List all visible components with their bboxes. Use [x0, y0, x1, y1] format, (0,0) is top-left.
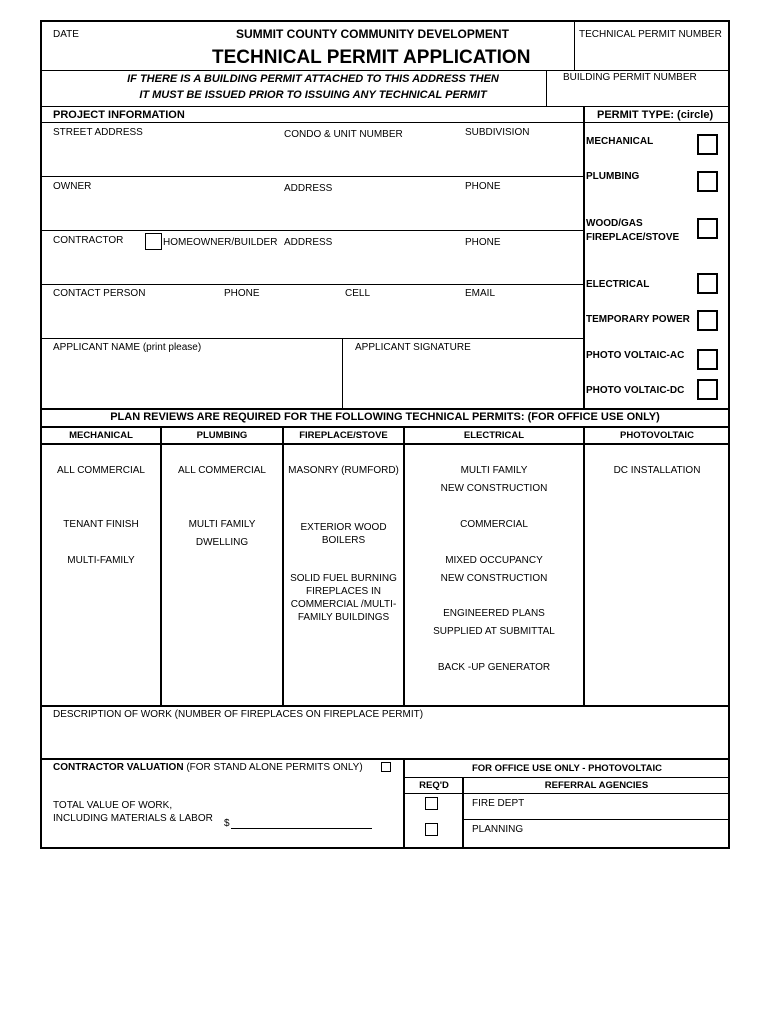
- plan-review-title: PLAN REVIEWS ARE REQUIRED FOR THE FOLLOWING TECHNICAL PERMITS: (FOR OFFICE USE ONLY): [110, 411, 660, 423]
- mechanical-item: MULTI-FAMILY: [67, 555, 135, 566]
- notice-line-1: IF THERE IS A BUILDING PERMIT ATTACHED TO THIS ADDRESS THEN: [127, 73, 499, 85]
- mechanical-checkbox[interactable]: [697, 134, 718, 155]
- fireplace-item: EXTERIOR WOOD: [300, 522, 387, 533]
- dollar-sign: $: [224, 818, 230, 829]
- agency-name: SUMMIT COUNTY COMMUNITY DEVELOPMENT: [236, 27, 509, 41]
- fireplace-item: FAMILY BUILDINGS: [297, 612, 390, 623]
- permit-type-woodgas-line1: WOOD/GAS: [586, 218, 643, 229]
- pv-ac-checkbox[interactable]: [697, 349, 718, 370]
- photovoltaic-item: DC INSTALLATION: [613, 465, 701, 476]
- plumbing-checkbox[interactable]: [697, 171, 718, 192]
- referral-agencies-header: REFERRAL AGENCIES: [544, 780, 649, 791]
- fireplace-item: SOLID FUEL BURNING: [290, 573, 397, 584]
- contractor-address-label: ADDRESS: [284, 237, 333, 248]
- permit-type-pv-dc: PHOTO VOLTAIC-DC: [586, 385, 685, 396]
- electrical-item: BACK -UP GENERATOR: [437, 662, 551, 673]
- owner-address-label: ADDRESS: [284, 183, 333, 194]
- electrical-item: COMMERCIAL: [460, 519, 528, 530]
- homeowner-builder-label: HOMEOWNER/BUILDER: [163, 237, 278, 248]
- fire-dept-reqd-checkbox[interactable]: [425, 797, 438, 810]
- technical-permit-number-label: TECHNICAL PERMIT NUMBER: [579, 29, 722, 40]
- electrical-checkbox[interactable]: [697, 273, 718, 294]
- column-header-mechanical: MECHANICAL: [69, 430, 133, 441]
- fireplace-item: BOILERS: [321, 535, 366, 546]
- homeowner-builder-checkbox[interactable]: [145, 233, 162, 250]
- temporary-power-checkbox[interactable]: [697, 310, 718, 331]
- mechanical-item: ALL COMMERCIAL: [57, 465, 145, 476]
- permit-type-temporary-power: TEMPORARY POWER: [586, 314, 690, 325]
- electrical-item: MIXED OCCUPANCY: [445, 555, 543, 566]
- electrical-item: ENGINEERED PLANS: [443, 608, 545, 619]
- building-permit-number-label: BUILDING PERMIT NUMBER: [563, 72, 697, 83]
- office-use-pv-title: FOR OFFICE USE ONLY - PHOTOVOLTAIC: [471, 763, 662, 774]
- permit-type-electrical: ELECTRICAL: [586, 279, 650, 290]
- permit-type-pv-ac: PHOTO VOLTAIC-AC: [586, 350, 685, 361]
- date-label: DATE: [53, 29, 79, 40]
- contact-person-label: CONTACT PERSON: [53, 288, 146, 299]
- notice-line-2: IT MUST BE ISSUED PRIOR TO ISSUING ANY TECHNICAL PERMIT: [139, 89, 487, 101]
- applicant-signature-label: APPLICANT SIGNATURE: [355, 342, 471, 353]
- contractor-label: CONTRACTOR: [53, 235, 124, 246]
- electrical-item: NEW CONSTRUCTION: [440, 483, 548, 494]
- fireplace-item: MASONRY (RUMFORD): [288, 465, 399, 476]
- plumbing-item: DWELLING: [195, 537, 249, 548]
- fireplace-item: COMMERCIAL /MULTI-: [290, 599, 397, 610]
- permit-type-plumbing: PLUMBING: [586, 171, 640, 182]
- email-label: EMAIL: [465, 288, 496, 299]
- electrical-item: NEW CONSTRUCTION: [440, 573, 548, 584]
- fire-dept-label: FIRE DEPT: [472, 798, 525, 809]
- pv-dc-checkbox[interactable]: [697, 379, 718, 400]
- column-header-photovoltaic: PHOTOVOLTAIC: [620, 430, 694, 441]
- planning-reqd-checkbox[interactable]: [425, 823, 438, 836]
- fireplace-item: FIREPLACES IN: [305, 586, 382, 597]
- permit-type-woodgas-line2: FIREPLACE/STOVE: [586, 232, 680, 243]
- contractor-valuation-label: CONTRACTOR VALUATION (FOR STAND ALONE PERMITS ONLY): [53, 762, 363, 773]
- project-information-title: PROJECT INFORMATION: [53, 109, 185, 121]
- contact-phone-label: PHONE: [224, 288, 260, 299]
- applicant-name-label: APPLICANT NAME (print please): [53, 342, 202, 353]
- condo-unit-label: CONDO & UNIT NUMBER: [284, 129, 403, 140]
- permit-type-title: PERMIT TYPE: (circle): [597, 109, 714, 121]
- electrical-item: MULTI FAMILY: [460, 465, 528, 476]
- contractor-valuation-checkbox[interactable]: [381, 762, 391, 772]
- mechanical-item: TENANT FINISH: [63, 519, 139, 530]
- total-value-input-line[interactable]: [231, 828, 372, 829]
- plumbing-item: MULTI FAMILY: [188, 519, 256, 530]
- plumbing-item: ALL COMMERCIAL: [178, 465, 266, 476]
- planning-label: PLANNING: [472, 824, 524, 835]
- total-value-label-line2: INCLUDING MATERIALS & LABOR: [53, 813, 213, 824]
- subdivision-label: SUBDIVISION: [465, 127, 530, 138]
- street-address-label: STREET ADDRESS: [53, 127, 143, 138]
- owner-phone-label: PHONE: [465, 181, 501, 192]
- reqd-header: REQ'D: [419, 780, 449, 791]
- column-header-plumbing: PLUMBING: [196, 430, 248, 441]
- description-of-work-label: DESCRIPTION OF WORK (NUMBER OF FIREPLACES ON FIREPLACE PERMIT): [53, 709, 424, 720]
- permit-type-mechanical: MECHANICAL: [586, 136, 654, 147]
- column-header-fireplace: FIREPLACE/STOVE: [299, 430, 388, 441]
- owner-label: OWNER: [53, 181, 92, 192]
- electrical-item: SUPPLIED AT SUBMITTAL: [433, 626, 555, 637]
- contractor-phone-label: PHONE: [465, 237, 501, 248]
- cell-label: CELL: [345, 288, 371, 299]
- total-value-label-line1: TOTAL VALUE OF WORK,: [53, 800, 173, 811]
- column-header-electrical: ELECTRICAL: [463, 430, 525, 441]
- woodgas-fireplace-checkbox[interactable]: [697, 218, 718, 239]
- form-title: TECHNICAL PERMIT APPLICATION: [212, 47, 531, 68]
